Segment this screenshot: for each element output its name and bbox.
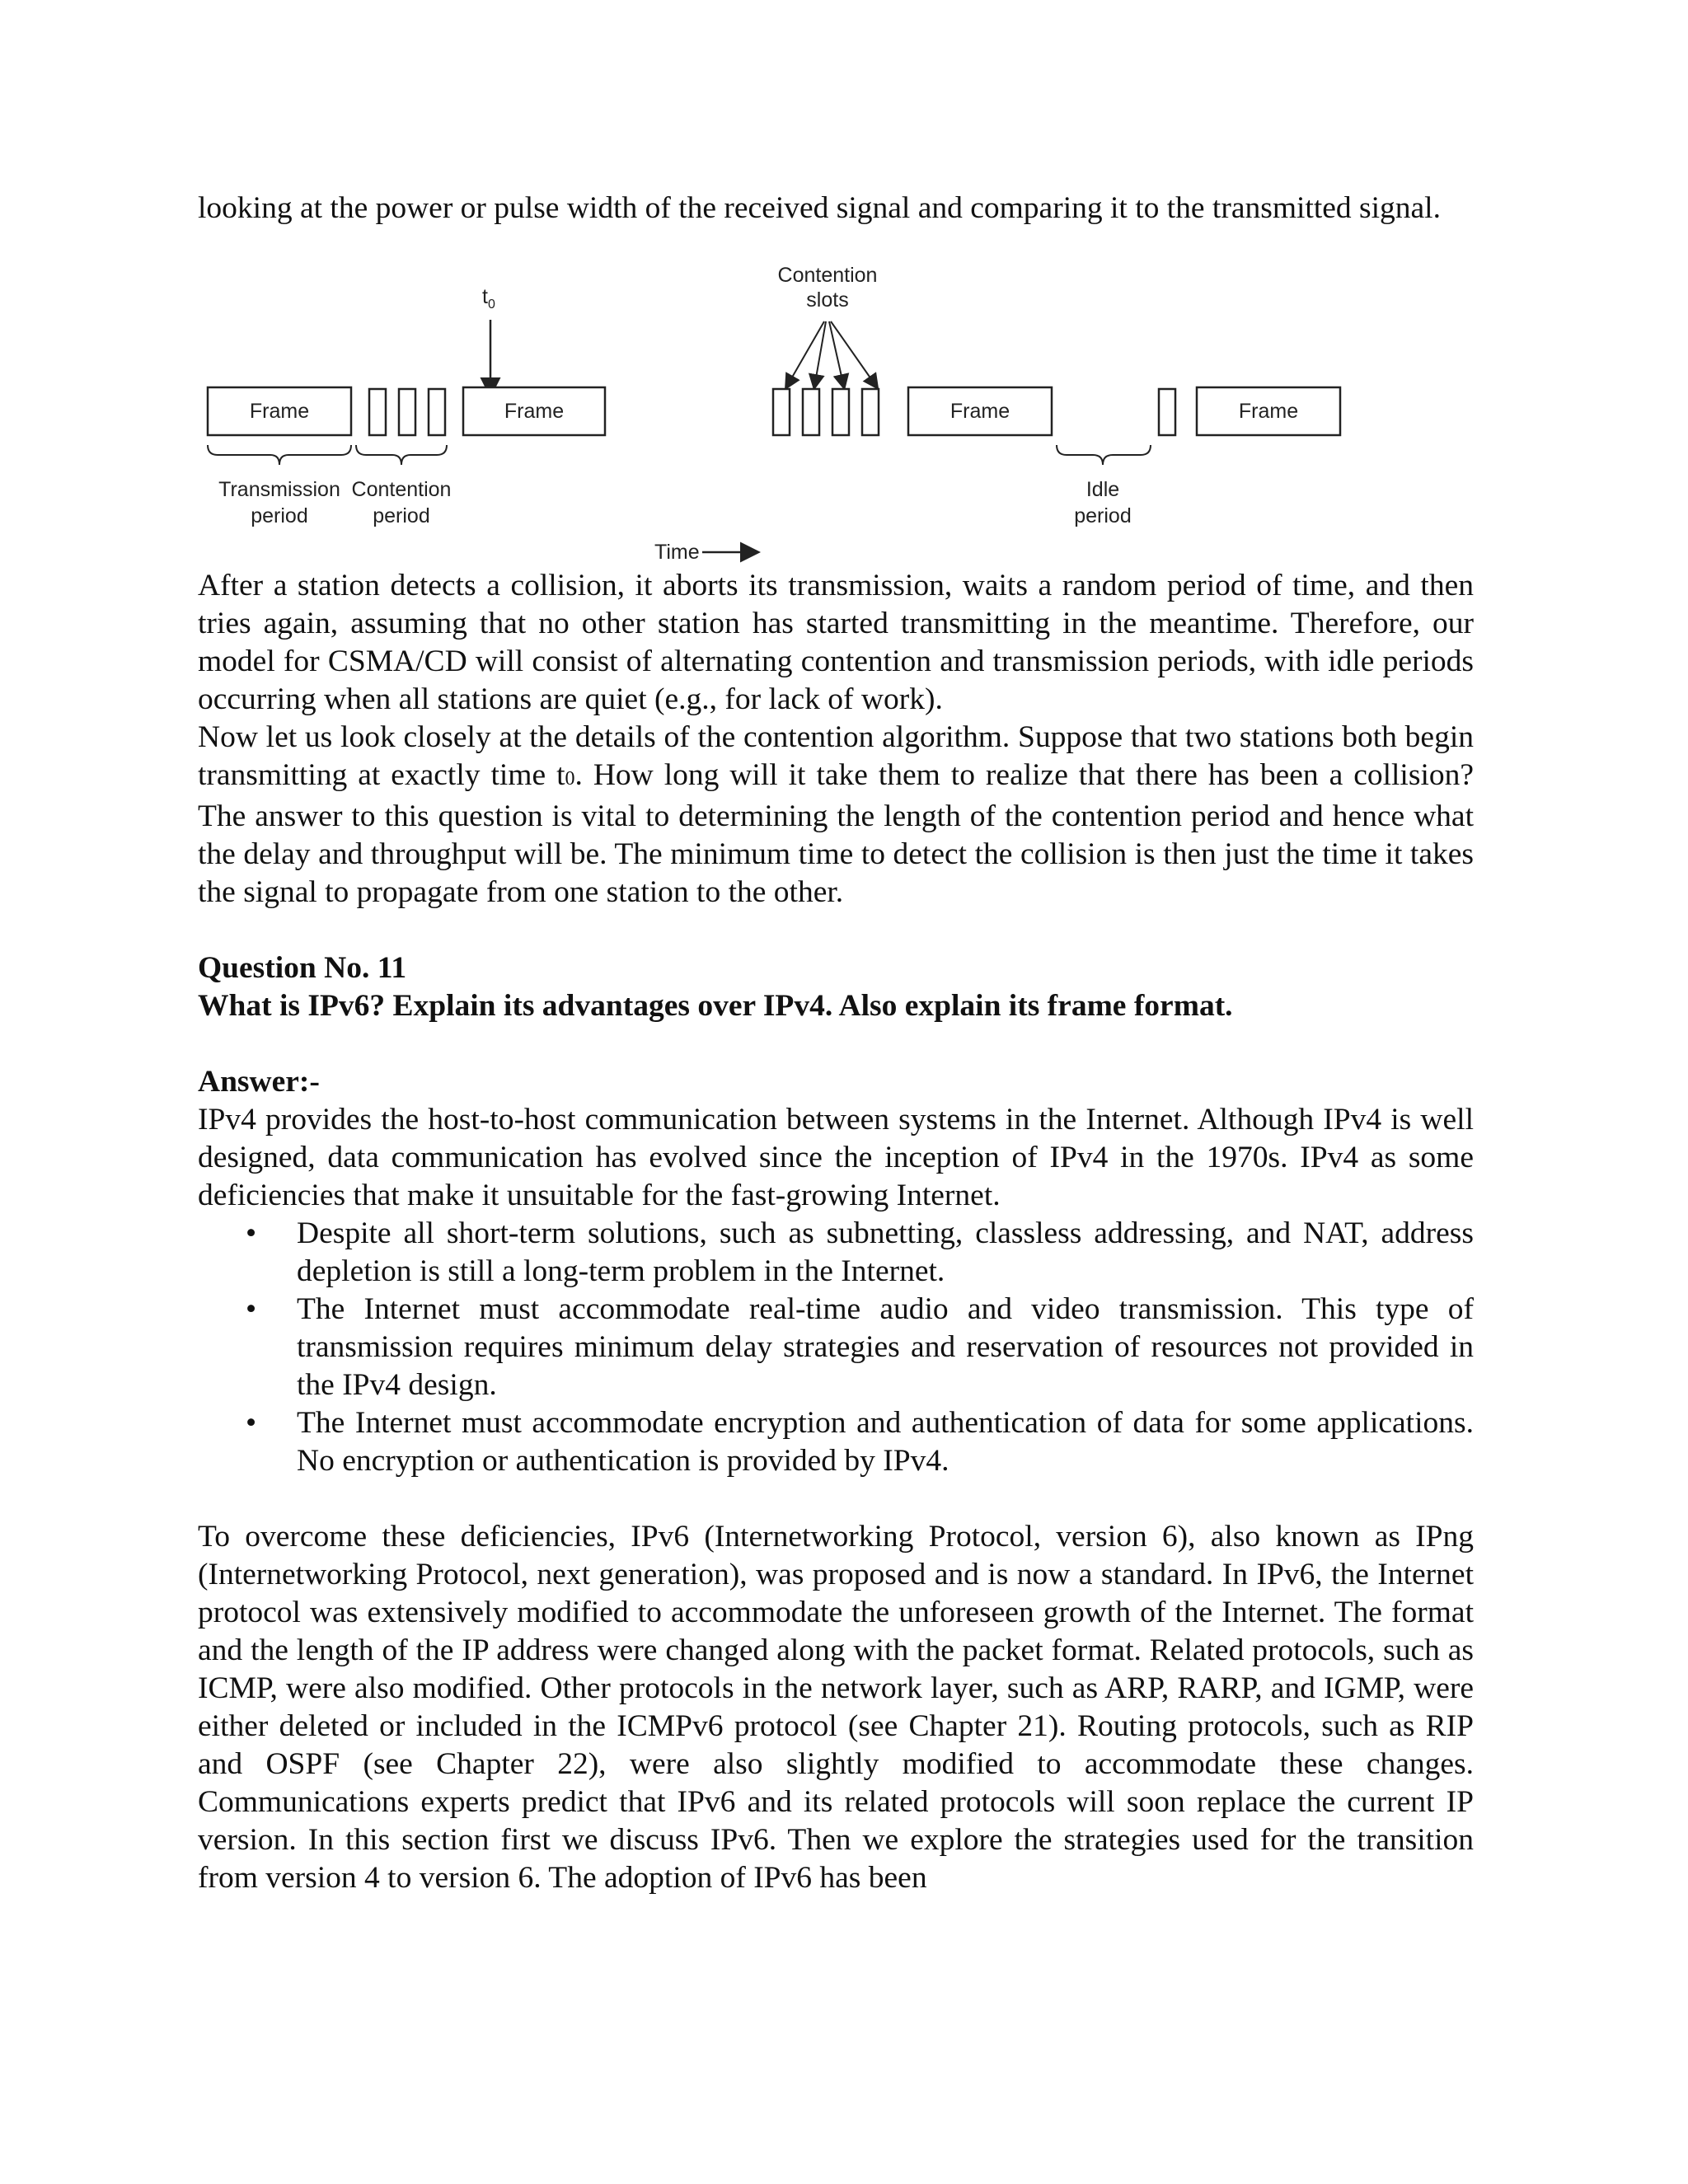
svg-text:Frame: Frame [1238, 400, 1299, 423]
overcome-deficiencies-paragraph: To overcome these deficiencies, IPv6 (Internetworking Protocol, version 6), also known as IPng (Internetworking Protocol, next generation), was proposed and is now a standard. In IPv6, the Internet protocol was extensively modified to accommodate the unforeseen growth of the Internet. The format and the length of the IP address were changed along with the packet format. Related protocols, such as ICMP, were also modified. Other protocols in the network layer, such as ARP, RARP, and IGMP, were either deleted or included in the ICMPv6 protocol (see Chapter 21). Routing protocols, such as RIP and OSPF (see Chapter 22), were also slightly modified to accommodate these changes. Communications experts predict that IPv6 and its related protocols will soon replace the current IP version. In this section first we discuss IPv6. Then we explore the strategies used for the transition from version 4 to version 6. The adoption of IPv6 has been [198, 1520, 1474, 1895]
idle-period-label-line1: Idle [1085, 478, 1120, 501]
t0-label: $t_0$ [482, 285, 495, 312]
transmission-period-label-line2: period [251, 504, 308, 527]
period-braces [208, 445, 1151, 465]
bullet-item: • The Internet must accommodate real-time audio and video transmission. This type of transmission requires minimum delay strategies and reservation of resources not provided in the IPv4 design. [246, 1292, 1474, 1402]
bullet-dot-icon: • [246, 1292, 257, 1326]
svg-text:Frame: Frame [249, 400, 310, 423]
timeline-diagram [198, 255, 1474, 567]
ipv4-intro-paragraph: IPv4 provides the host-to-host communication between systems in the Internet. Although IPv4 is well designed, data communication has evolved since the inception of IPv4 in the 1970s. IPv4 as some deficiencies that make it unsuitable for the fast-growing Internet. [198, 1103, 1474, 1212]
spacer [198, 1480, 1474, 1518]
after-collision-paragraph: After a station detects a collision, it aborts its transmission, waits a random period of time, and then tries again, assuming that no other station has started transmitting in the meantime. Therefore, our model for CSMA/CD will consist of alternating contention and transmission periods, with idle periods occurring when all stations are quiet (e.g., for lack of work). [198, 569, 1474, 716]
answer-label: Answer:- [198, 1065, 320, 1099]
spacer [198, 912, 1474, 949]
idle-period-label-line2: period [1074, 504, 1132, 527]
document-page [198, 190, 1474, 1897]
contention-slots-group-2 [773, 389, 879, 435]
contention-algorithm-paragraph [198, 719, 1474, 912]
contention-text-part-a: Now let us look closely at the details of the contention algorithm. Suppose that two stations both begin transmitting at exactly time t [198, 720, 1474, 792]
bullet-item: • Despite all short-term solutions, such as subnetting, classless addressing, and NAT, address depletion is still a long-term problem in the Internet. [246, 1216, 1474, 1288]
contention-slots-label-line2: slots [806, 288, 849, 312]
spacer [198, 1025, 1474, 1063]
contention-text-part-b: . How long will it take them to realize that there has been a collision? The answer to this question is vital to determining the length of the contention period and hence what the delay and throughput will be. The minimum time to detect the collision is then just the time it takes the signal to propagate from one station to the other. [198, 758, 1475, 909]
bullet-dot-icon: • [246, 1406, 257, 1440]
csma-cd-timeline-figure [198, 255, 1474, 567]
frame-box-2 [463, 387, 605, 435]
contention-period-label-line1: Contention [351, 478, 452, 501]
question-text-heading: What is IPv6? Explain its advantages over IPv4. Also explain its frame format. [198, 989, 1233, 1023]
transmission-period-label-line1: Transmission [218, 478, 340, 501]
frame-box-3 [908, 387, 1052, 435]
contention-period-label-line2: period [373, 504, 430, 527]
contention-slots-group-1 [369, 389, 445, 435]
t0-subscript: 0 [565, 768, 575, 790]
svg-text:Frame: Frame [504, 400, 565, 423]
intro-paragraph: looking at the power or pulse width of the received signal and comparing it to the transmitted signal. [198, 191, 1441, 225]
contention-slots-label-line1: Contention [777, 264, 878, 287]
frame-box-4 [1197, 387, 1340, 435]
time-axis-label: Time [654, 541, 700, 564]
contention-slot-single [1159, 389, 1175, 435]
contention-slot-arrows [786, 321, 877, 387]
bullet-item: • The Internet must accommodate encryption and authentication of data for some applications. No encryption or authentication is provided by IPv4. [246, 1406, 1474, 1478]
svg-text:Frame: Frame [950, 400, 1010, 423]
deficiency-bullet-list [198, 1215, 1474, 1480]
frame-box-1 [208, 387, 351, 435]
bullet-dot-icon: • [246, 1216, 257, 1250]
question-number-heading: Question No. 11 [198, 951, 407, 985]
